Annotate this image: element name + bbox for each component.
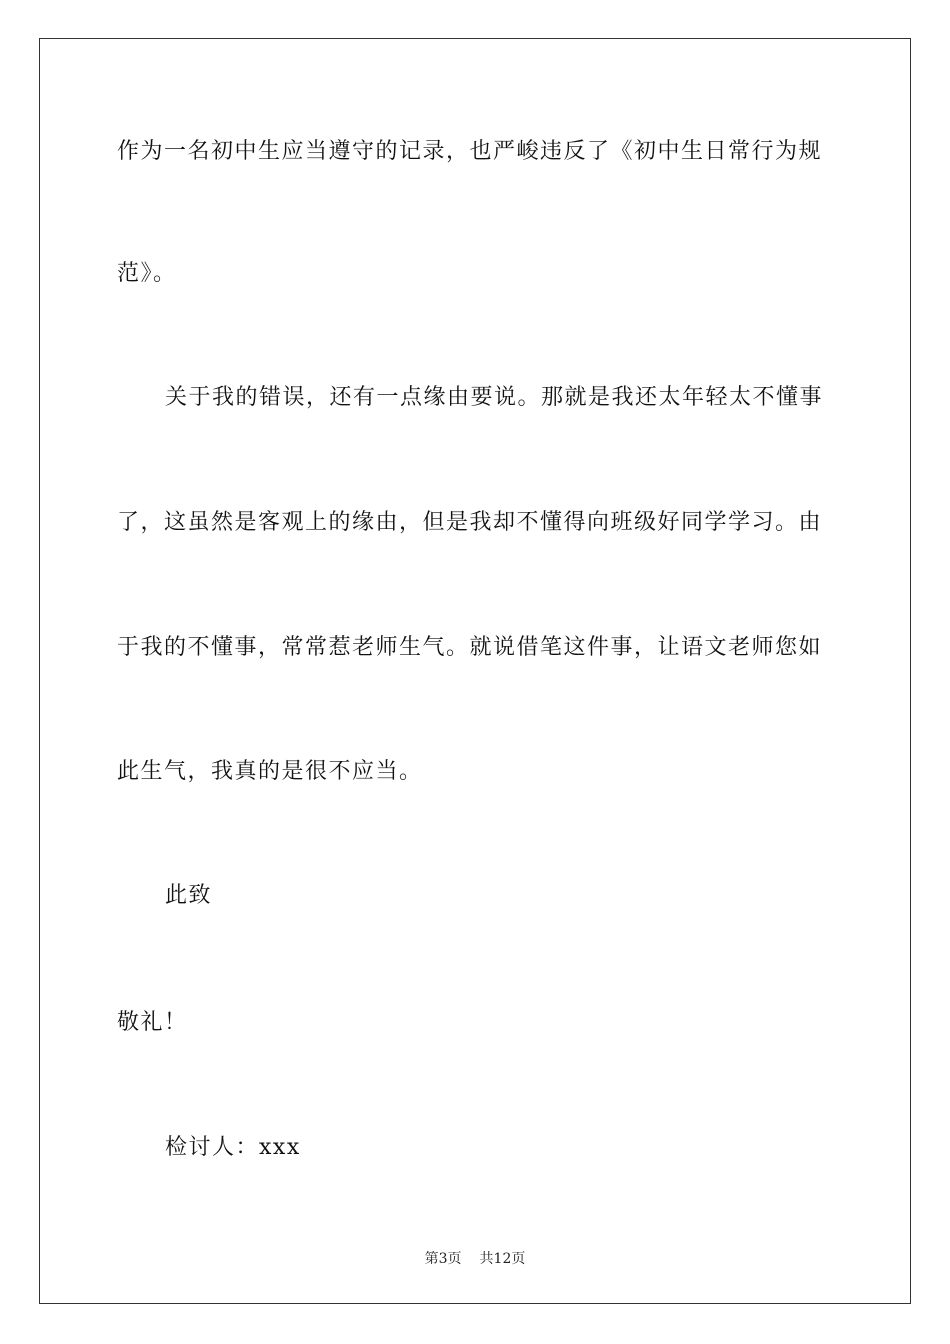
closing-regards: 敬礼！ xyxy=(117,1010,188,1035)
body-text-line: 关于我的错误，还有一点缘由要说。那就是我还太年轻太不懂事 xyxy=(165,385,824,410)
page-total: 共12页 xyxy=(479,1251,526,1267)
page-frame xyxy=(39,38,911,1304)
body-text-line: 于我的不懂事，常常惹老师生气。就说借笔这件事，让语文老师您如 xyxy=(117,635,823,660)
page-footer xyxy=(0,1248,950,1268)
closing-salutation: 此致 xyxy=(165,883,213,908)
body-text-line: 了，这虽然是客观上的缘由，但是我却不懂得向班级好同学学习。由 xyxy=(117,510,823,535)
body-text-line: 此生气，我真的是很不应当。 xyxy=(117,759,423,784)
body-text-line: 范》。 xyxy=(117,261,177,286)
signature-line: 检讨人：xxx xyxy=(165,1135,301,1160)
body-text-line: 作为一名初中生应当遵守的记录，也严峻违反了《初中生日常行为规 xyxy=(117,139,823,164)
page-number: 第3页 xyxy=(424,1251,462,1267)
